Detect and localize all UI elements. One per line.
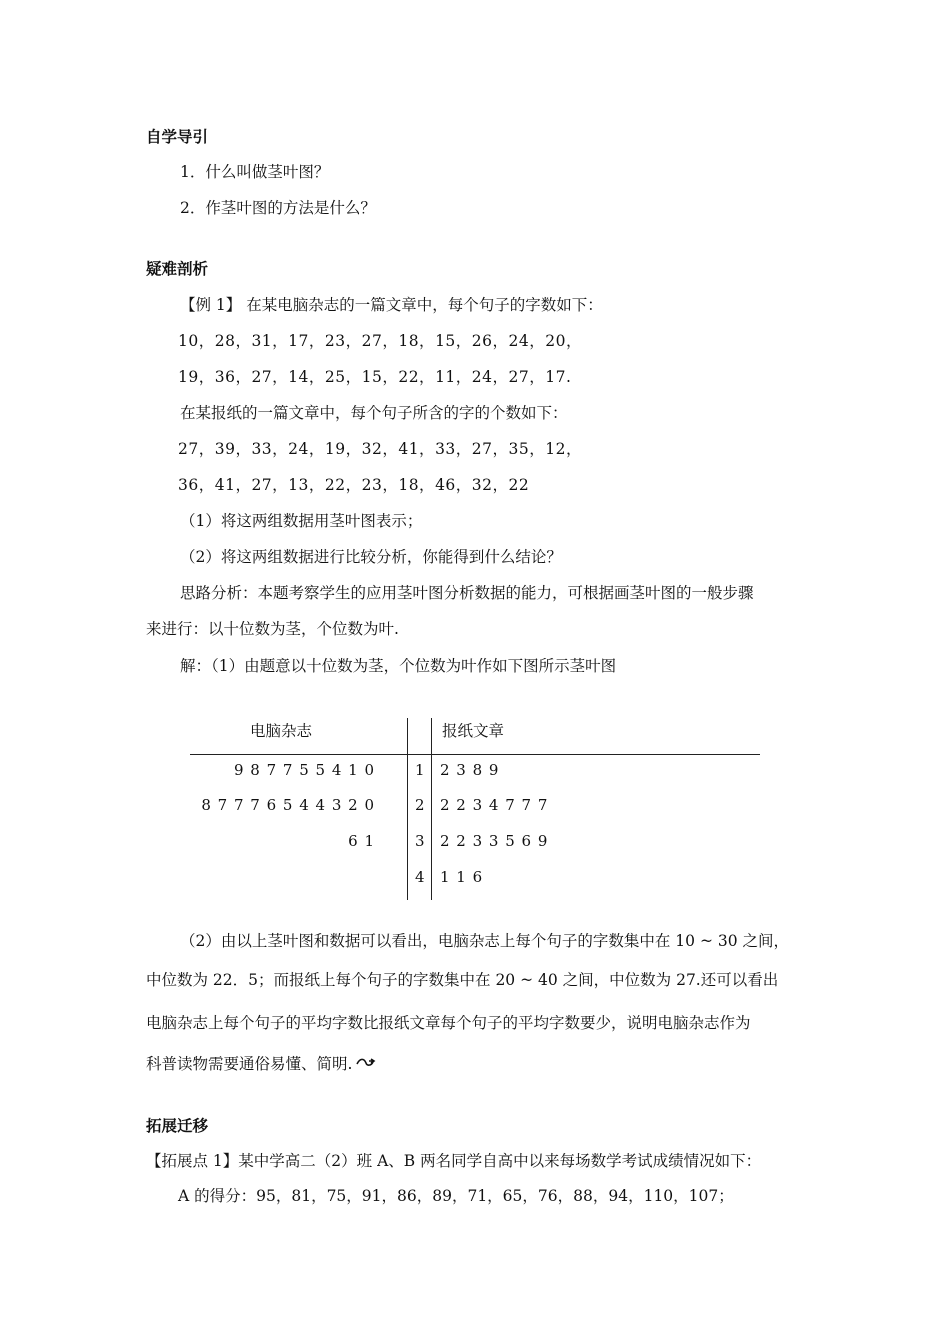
data-set-1-line-2: 19，36，27，14，25，15，22，11，24，27，17. xyxy=(178,368,572,386)
stem-row-1: 1 xyxy=(415,761,426,779)
question-2: 2．作茎叶图的方法是什么？ xyxy=(180,199,376,217)
stem-leaf-header-rule xyxy=(190,754,760,755)
task-1: （1）将这两组数据用茎叶图表示； xyxy=(180,512,423,530)
heading-extension: 拓展迁移 xyxy=(146,1117,209,1135)
right-leaves-row-2: 2 2 3 4 7 7 7 xyxy=(440,796,549,814)
hint-line-2: 来进行：以十位数为茎，个位数为叶. xyxy=(146,620,399,638)
stem-leaf-right-header: 报纸文章 xyxy=(442,722,505,740)
heading-self-study: 自学导引 xyxy=(146,128,209,146)
hint-line-1: 思路分析：本题考察学生的应用茎叶图分析数据的能力，可根据画茎叶图的一般步骤 xyxy=(180,584,754,602)
heading-analysis: 疑难剖析 xyxy=(146,260,209,278)
question-1: 1．什么叫做茎叶图？ xyxy=(180,163,330,181)
solution-intro: 解：（1）由题意以十位数为茎，个位数为叶作如下图所示茎叶图 xyxy=(180,657,617,675)
a-scores: A 的得分：95，81，75，91，86，89，71，65，76，88，94，110，107； xyxy=(178,1187,734,1205)
extension-point-1: 【拓展点 1】某中学高二（2）班 A、B 两名同学自高中以来每场数学考试成绩情况如下： xyxy=(146,1152,762,1170)
conclusion-line-1: （2）由以上茎叶图和数据可以看出，电脑杂志上每个句子的字数集中在 10 ~ 30 之间， xyxy=(180,932,790,950)
right-leaves-row-4: 1 1 6 xyxy=(440,868,484,886)
stem-leaf-divider-right xyxy=(431,718,432,900)
stem-leaf-left-header: 电脑杂志 xyxy=(250,722,313,740)
conclusion-line-2: 中位数为 22．5；而报纸上每个句子的字数集中在 20 ~ 40 之间，中位数为 27.还可以看出 xyxy=(146,971,779,989)
left-leaves-row-3: 6 1 xyxy=(348,832,375,850)
right-leaves-row-3: 2 2 3 3 5 6 9 xyxy=(440,832,549,850)
conclusion-line-3: 电脑杂志上每个句子的平均字数比报纸文章每个句子的平均字数要少，说明电脑杂志作为 xyxy=(146,1014,751,1032)
left-leaves-row-2: 8 7 7 7 6 5 4 4 3 2 0 xyxy=(201,796,375,814)
data-set-2-line-2: 36，41，27，13，22，23，18，46，32，22 xyxy=(178,476,530,494)
end-of-solution-icon xyxy=(356,1055,376,1075)
stem-leaf-divider-left xyxy=(407,718,408,900)
data-set-1-line-1: 10，28，31，17，23，27，18，15，26，24，20， xyxy=(178,332,582,350)
data-set-2-intro: 在某报纸的一篇文章中，每个句子所含的字的个数如下： xyxy=(180,404,568,422)
stem-row-4: 4 xyxy=(415,868,426,886)
left-leaves-row-1: 9 8 7 7 5 5 4 1 0 xyxy=(233,761,375,779)
conclusion-line-4-wrap xyxy=(146,1054,376,1075)
task-2: （2）将这两组数据进行比较分析，你能得到什么结论？ xyxy=(180,548,562,566)
stem-row-3: 3 xyxy=(415,832,426,850)
right-leaves-row-1: 2 3 8 9 xyxy=(440,761,500,779)
data-set-2-line-1: 27，39，33，24，19，32，41，33，27，35，12， xyxy=(178,440,582,458)
stem-row-2: 2 xyxy=(415,796,426,814)
example-1-intro: 【例 1】 在某电脑杂志的一篇文章中，每个句子的字数如下： xyxy=(180,296,603,314)
conclusion-line-4: 科普读物需要通俗易懂、简明. xyxy=(146,1055,353,1073)
